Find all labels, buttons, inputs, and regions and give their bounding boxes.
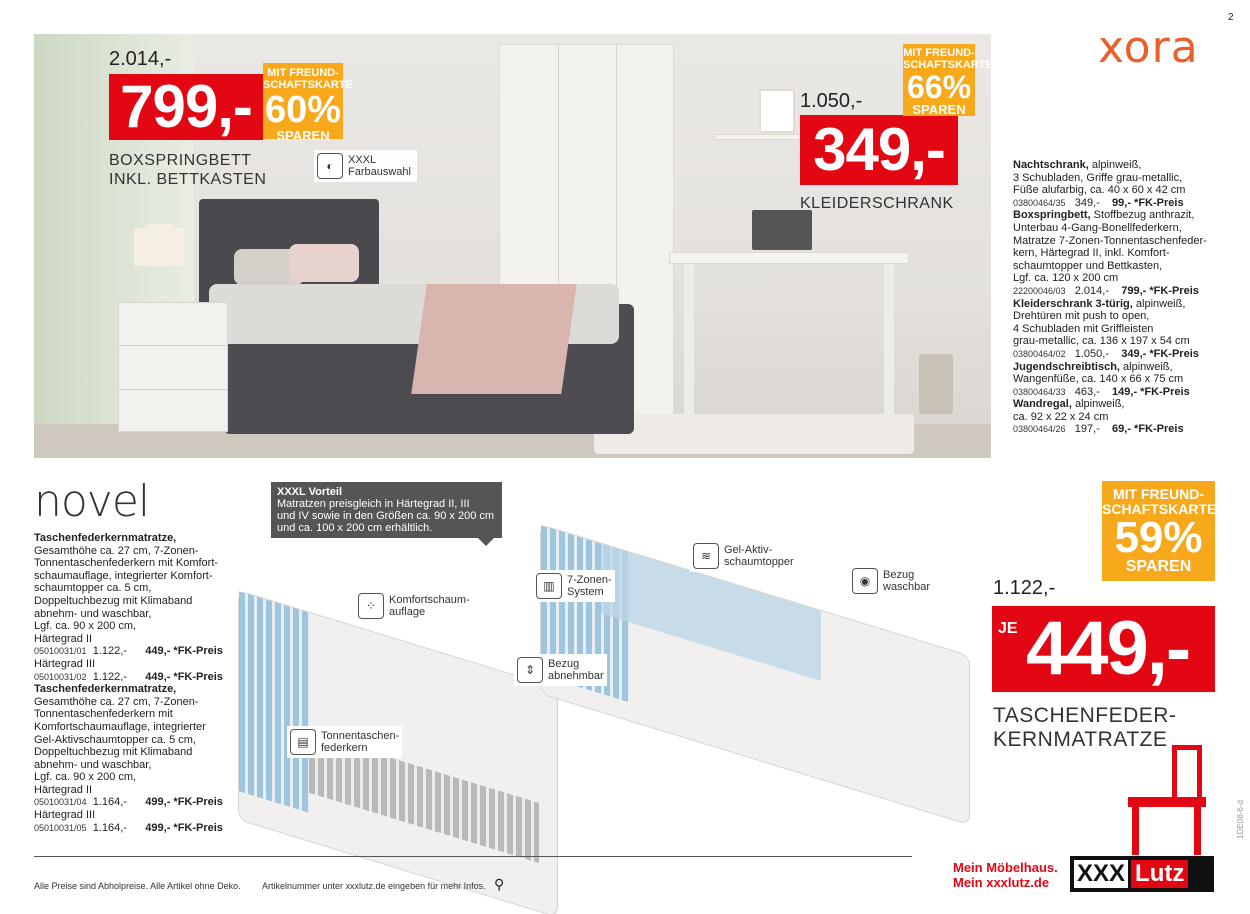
spec-title: Taschenfederkernmatratze,	[34, 532, 177, 544]
slogan-line2: Mein xxxlutz.de	[953, 875, 1050, 890]
spec-item	[1013, 298, 1243, 311]
palette-icon: ◐	[317, 153, 343, 179]
vorteil-line: Matratzen preisgleich in Härtegrad II, III	[277, 498, 470, 510]
old-price: 1.050,-	[1074, 347, 1109, 360]
badge-line: SCHAFTSKARTE	[903, 59, 993, 71]
desk-image	[669, 252, 909, 264]
spec-desc-line: alpinweiß,	[1071, 398, 1125, 411]
old-price: 349,-	[1074, 196, 1100, 209]
callout-pointer	[478, 538, 494, 546]
spec-desc-line: 3 Schubladen, Griffe grau-metallic,	[1013, 171, 1183, 184]
xxxlutz-logo	[1070, 856, 1214, 892]
spec-item	[1013, 361, 1243, 374]
spec-desc-line: Härtegrad III	[34, 809, 96, 822]
washing-icon: ◉	[852, 568, 878, 594]
basket-image	[919, 354, 953, 414]
spec-desc-line: schaumauflage, integrierter Komfort-	[34, 569, 213, 582]
spec-desc-line: abnehm- und waschbar,	[34, 758, 152, 771]
wardrobe-old-price: 1.050,-	[800, 90, 863, 112]
fk-price: 349,- *FK-Preis	[1121, 347, 1199, 360]
spec-desc-line: Lgf. ca. 90 x 200 cm,	[34, 771, 137, 784]
mattress-label-line1: TASCHENFEDER-	[993, 704, 1177, 727]
art-no: 22200046/03	[1013, 285, 1066, 296]
feature-text	[883, 569, 930, 593]
vorteil-line: und ca. 100 x 200 cm erhältlich.	[277, 522, 433, 534]
feature-text	[724, 544, 794, 568]
badge-save: SPAREN	[912, 102, 966, 117]
feature-tonnentaschen	[287, 726, 402, 758]
spec-title: Kleiderschrank 3-türig,	[1013, 297, 1133, 310]
feature-7-zonen	[533, 570, 615, 602]
fk-price: 799,- *FK-Preis	[1121, 284, 1199, 297]
badge-percent: 66%	[906, 69, 972, 105]
spec-desc-line: Lgf. ca. 90 x 200 cm,	[34, 620, 137, 633]
boxspring-old-price: 2.014,-	[109, 48, 172, 70]
spec-title: Taschenfederkernmatratze,	[34, 683, 177, 696]
foam-icon: ⁘	[358, 593, 384, 619]
art-no: 03800464/35	[1013, 197, 1066, 208]
spec-title: Wandregal,	[1013, 398, 1072, 411]
spec-desc-line: Wangenfüße, ca. 140 x 66 x 75 cm	[1013, 373, 1184, 386]
fk-price: 69,- *FK-Preis	[1112, 423, 1184, 436]
fk-price: 449,- *FK-Preis	[145, 670, 223, 683]
spec-desc-line: alpinweiß,	[1119, 360, 1173, 373]
laptop-image	[752, 210, 812, 250]
feature-text-line: federkern	[321, 742, 368, 754]
spec-desc-line: Härtegrad II	[34, 632, 93, 645]
art-no: 05010031/02	[34, 671, 87, 682]
feature-text-line: abnehmbar	[548, 670, 604, 682]
spec-desc-line: Tonnentaschenfederkern mit Komfort-	[34, 557, 219, 570]
wardrobe-label: KLEIDERSCHRANK	[800, 195, 954, 212]
feature-text-line: schaumtopper	[724, 556, 794, 568]
wardrobe-price: 349,-	[800, 115, 958, 185]
rug	[594, 414, 914, 454]
old-price: 1.122,-	[92, 670, 127, 683]
gel-icon: ≋	[693, 543, 719, 569]
xxxl-vorteil-box	[271, 482, 502, 538]
lamp-shade	[134, 228, 184, 266]
pillow	[289, 244, 359, 282]
badge-line: SCHAFTSKARTE	[1102, 501, 1217, 517]
spec-desc-line: schaumtopper ca. 5 cm,	[34, 582, 152, 595]
fk-price: 99,- *FK-Preis	[1112, 196, 1184, 209]
wardrobe-discount-badge	[903, 44, 993, 117]
art-no: 03800464/02	[1013, 348, 1066, 359]
spec-desc-line: Härtegrad III	[34, 657, 96, 670]
spec-desc-line: alpinweiß,	[1132, 297, 1186, 310]
feature-text-line: XXXL	[348, 154, 377, 166]
feature-text-line: Bezug	[883, 569, 915, 581]
feature-text-line: auflage	[389, 606, 426, 618]
nightstand-image	[118, 302, 228, 432]
spec-desc-line: Gesamthöhe ca. 27 cm, 7-Zonen-	[34, 544, 199, 557]
art-no: 05010031/01	[34, 646, 87, 657]
fk-price: 449,- *FK-Preis	[145, 645, 223, 658]
xora-spec-list	[1013, 159, 1243, 436]
spring-icon: ▤	[290, 729, 316, 755]
farbauswahl-feature	[314, 150, 417, 182]
slogan	[953, 860, 1058, 890]
spec-desc-line: Gel-Aktivschaumtopper ca. 5 cm,	[34, 733, 197, 746]
art-no: 05010031/05	[34, 822, 87, 833]
spec-price-row	[1013, 423, 1243, 436]
novel-logo: novel	[34, 476, 150, 527]
spec-title: Jugendschreibtisch,	[1013, 360, 1120, 373]
feature-text-line: System	[567, 586, 604, 598]
spec-desc-line: alpinweiß,	[1088, 159, 1142, 171]
search-icon: ⚲	[494, 876, 505, 892]
badge-line: SCHAFTSKARTE	[263, 79, 353, 91]
feature-text	[567, 574, 612, 598]
old-price: 1.122,-	[92, 645, 127, 658]
feature-komfortschaum	[355, 590, 473, 622]
feature-text	[321, 730, 399, 754]
spec-desc-line: Drehtüren mit push to open,	[1013, 310, 1150, 323]
art-no: 03800464/33	[1013, 386, 1066, 397]
old-price: 1.164,-	[92, 796, 127, 809]
side-code: 1DE08-6-d	[1236, 800, 1245, 839]
spec-title: Nachtschrank,	[1013, 159, 1089, 171]
badge-save: SPAREN	[276, 128, 330, 143]
page-number: 2	[1228, 12, 1234, 23]
desk-leg	[684, 264, 694, 414]
badge-percent: 59%	[1114, 513, 1203, 562]
spec-desc-line: grau-metallic, ca. 136 x 197 x 54 cm	[1013, 335, 1190, 348]
spec-desc-line: Füße alufarbig, ca. 40 x 60 x 42 cm	[1013, 184, 1186, 197]
price-je: JE	[998, 620, 1018, 637]
old-price: 197,-	[1074, 423, 1100, 436]
zipper-icon: ⇕	[517, 657, 543, 683]
old-price: 2.014,-	[1074, 284, 1109, 297]
spec-desc-line: schaumtopper und Bettkasten,	[1013, 259, 1163, 272]
spec-desc-line: Tonnentaschenfederkern mit	[34, 708, 173, 721]
vorteil-line: und IV sowie in den Größen ca. 90 x 200 cm	[277, 510, 495, 522]
feature-text	[389, 594, 470, 618]
feature-text-line: waschbar	[883, 581, 931, 593]
chair-logo-icon	[1128, 745, 1206, 855]
spec-desc-line: Unterbau 4-Gang-Bonellfederkern,	[1013, 221, 1182, 234]
badge-save: SPAREN	[1125, 558, 1192, 575]
mattress-price: 449,-	[1026, 606, 1190, 691]
feature-text	[348, 154, 411, 178]
spec-price-row	[1013, 285, 1243, 298]
spec-item	[1013, 159, 1243, 172]
boxspring-discount-badge	[263, 63, 353, 143]
feature-text-line: Tonnentaschen-	[321, 730, 400, 742]
spec-desc-line: kern, Härtegrad II, inkl. Komfort-	[1013, 247, 1170, 260]
footer-note-prices: Alle Preise sind Abholpreise. Alle Artikel ohne Deko.	[34, 881, 241, 891]
logo-xxx: XXX	[1074, 860, 1128, 888]
old-price: 463,-	[1074, 385, 1100, 398]
logo-lutz: Lutz	[1131, 860, 1188, 888]
xora-logo: xora	[1098, 22, 1199, 73]
mattress-label-line2: KERNMATRATZE	[993, 728, 1168, 751]
boxspring-price: 799,-	[109, 74, 263, 140]
spec-desc-line: Doppeltuchbezug mit Klimaband	[34, 746, 193, 759]
feature-text-line: Bezug	[548, 658, 580, 670]
slogan-line1: Mein Möbelhaus.	[953, 860, 1058, 875]
fk-price: 149,- *FK-Preis	[1112, 385, 1190, 398]
feature-text	[548, 658, 604, 682]
zones-icon: ▥	[536, 573, 562, 599]
desk-leg	[884, 264, 894, 414]
footer-divider	[34, 856, 912, 857]
spec-desc-line: Doppeltuchbezug mit Klimaband	[34, 594, 193, 607]
spec-desc-line: abnehm- und waschbar,	[34, 607, 152, 620]
spec-item	[1013, 209, 1243, 222]
feature-text-line: Farbauswahl	[348, 166, 411, 178]
picture-frame	[759, 89, 795, 133]
spec-desc-line: Lgf. ca. 120 x 200 cm	[1013, 272, 1119, 285]
spec-price-row	[1013, 348, 1243, 361]
fk-price: 499,- *FK-Preis	[145, 821, 223, 834]
vorteil-text	[277, 498, 496, 534]
feature-gel-aktiv	[690, 540, 797, 572]
footer-note-article: Artikelnummer unter xxxlutz.de eingeben für mehr Infos.	[262, 881, 486, 891]
boxspring-label-line2: INKL. BETTKASTEN	[109, 171, 267, 188]
badge-line: MIT FREUND-	[1113, 486, 1204, 502]
feature-text-line: Komfortschaum-	[389, 594, 470, 606]
spec-price-row	[1013, 197, 1243, 210]
feature-text-line: 7-Zonen-	[567, 574, 612, 586]
blanket	[411, 284, 576, 394]
fk-price: 499,- *FK-Preis	[145, 796, 223, 809]
mattress-old-price: 1.122,-	[993, 577, 1056, 599]
badge-line: MIT FREUND-	[903, 47, 975, 59]
badge-line: MIT FREUND-	[267, 67, 339, 79]
spec-desc-line: Komfortschaumauflage, integrierter	[34, 720, 206, 733]
spec-price-row	[34, 822, 274, 835]
spec-item	[1013, 398, 1243, 411]
mattress-price-box	[992, 606, 1215, 692]
feature-bezug-abnehmbar	[514, 654, 607, 686]
mattress-discount-badge	[1102, 481, 1215, 581]
spec-price-row	[1013, 386, 1243, 399]
spec-desc-line: ca. 92 x 22 x 24 cm	[1013, 410, 1109, 423]
old-price: 1.164,-	[92, 821, 127, 834]
feature-bezug-waschbar	[849, 565, 933, 597]
spec-title: Boxspringbett,	[1013, 209, 1091, 222]
feature-text-line: Gel-Aktiv-	[724, 544, 773, 556]
vorteil-title: XXXL Vorteil	[277, 486, 343, 498]
spec-desc-line: Matratze 7-Zonen-Tonnentaschenfeder-	[1013, 234, 1207, 247]
spec-desc-line: Gesamthöhe ca. 27 cm, 7-Zonen-	[34, 695, 199, 708]
art-no: 05010031/04	[34, 797, 87, 808]
boxspring-label	[109, 151, 266, 189]
spec-desc-line: 4 Schubladen mit Griffleisten	[1013, 322, 1154, 335]
spec-desc-line: Stoffbezug anthrazit,	[1090, 209, 1195, 222]
boxspring-label-line1: BOXSPRINGBETT	[109, 152, 252, 169]
badge-percent: 60%	[264, 89, 342, 131]
spec-desc-line: Härtegrad II	[34, 783, 93, 796]
art-no: 03800464/26	[1013, 424, 1066, 435]
